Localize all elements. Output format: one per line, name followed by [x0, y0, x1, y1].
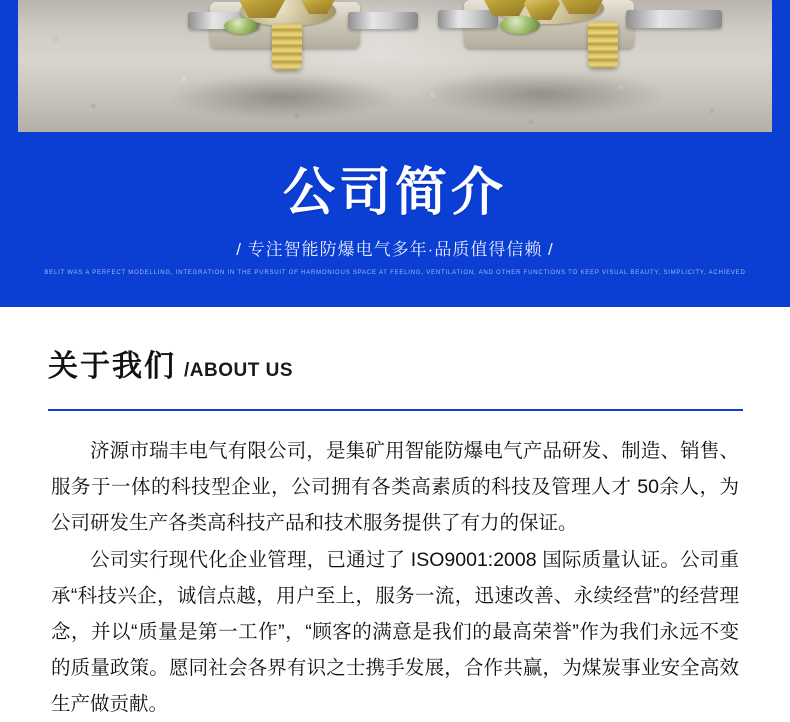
- about-heading: [48, 341, 790, 385]
- product-photo: [18, 0, 772, 132]
- banner-subtitle: / 专注智能防爆电气多年·品质值得信赖 /: [236, 239, 554, 259]
- brass-screw: [588, 22, 618, 68]
- photo-shadow: [418, 70, 668, 118]
- metal-rod: [626, 10, 722, 28]
- metal-rod: [348, 12, 418, 29]
- section-banner: [0, 132, 790, 307]
- about-paragraph-2: 公司实行现代化企业管理，已通过了 ISO9001:2008 国际质量认证。公司重承“科技兴企，诚信点越，用户至上，服务一流，迅速改善、永续经营”的经营理念，并以“质量是第一工作”，“顾客的满意是我们的最高荣誉”作为我们永远不变的质量政策。愿同社会各界有识之士携手发展，合作共赢，为煤炭事业安全高效生产做贡献。: [51, 549, 739, 715]
- brass-screw: [272, 24, 302, 70]
- green-washer: [500, 16, 540, 34]
- about-section: [0, 307, 790, 722]
- green-washer: [224, 18, 258, 34]
- about-heading-cn: 关于我们: [48, 350, 176, 383]
- product-photo-band: [0, 0, 790, 132]
- about-heading-en: /ABOUT US: [184, 360, 293, 381]
- about-paragraph-1: 济源市瑞丰电气有限公司，是集矿用智能防爆电气产品研发、制造、销售、服务于一体的科技型企业，公司拥有各类高素质的科技及管理人才 50余人，为公司研发生产各类高科技产品和技术服务提供了有力的保证。: [51, 440, 739, 534]
- photo-shadow: [168, 74, 398, 120]
- metal-rod: [438, 10, 498, 28]
- about-body: [51, 433, 739, 722]
- banner-title: 公司简介: [282, 164, 507, 222]
- section-divider: [48, 409, 743, 411]
- banner-english-caption: BELIT WAS A PERFECT MODELLING, INTEGRATION IN THE PURSUIT OF HARMONIOUS SPACE AT FEELING, VENTILATION, AND OTHER FUNCTIONS TO KEEP VISUAL BEAUTY, SIMPLICITY, ACHIEVED: [44, 269, 746, 276]
